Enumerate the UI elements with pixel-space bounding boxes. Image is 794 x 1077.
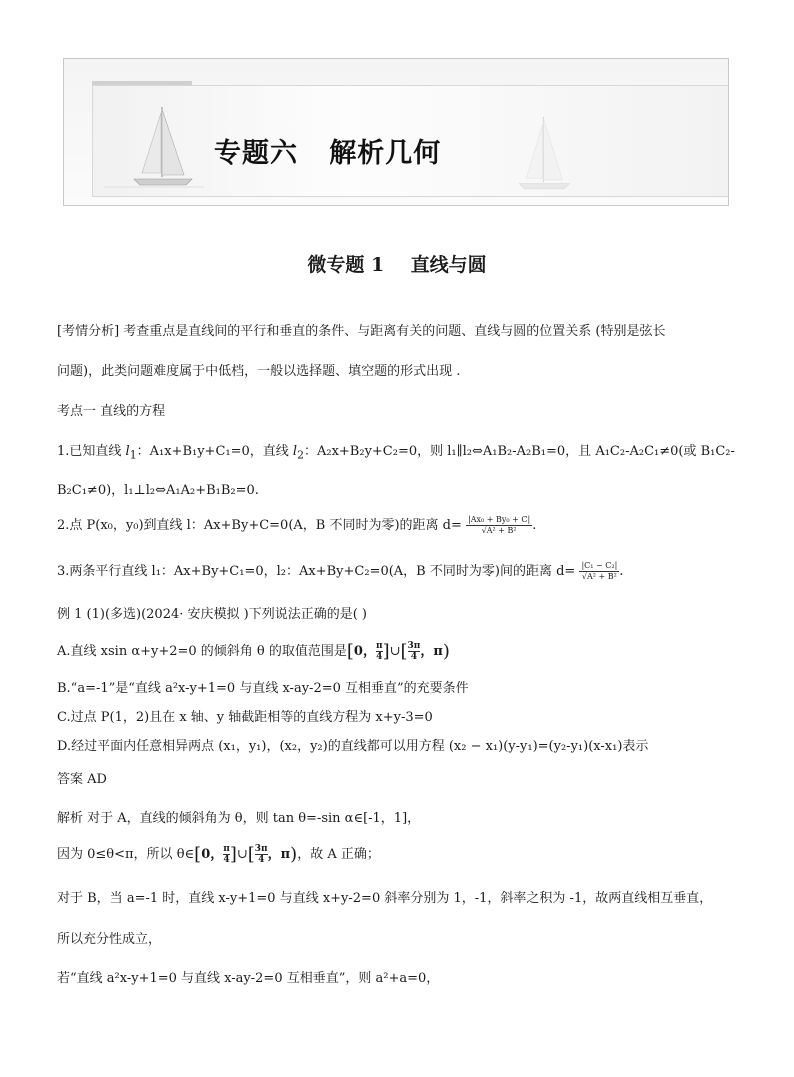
sailboat-image — [104, 99, 204, 199]
point-2-line: 2.点 P(x₀，y₀)到直线 l：Ax+By+C=0(A，B 不同时为零)的距离 d= $\frac{\text{|Ax₀ + By₀ + C|}}{\text{√A² + B²}}$ . — [57, 515, 537, 535]
chapter-title: 专题六 解析几何 — [214, 138, 442, 169]
option-d: D.经过平面内任意相异两点 (x₁，y₁)，(x₂，y₂)的直线都可以用方程 (x₂ − x₁)(y-y₁)=(y₂-y₁)(x-x₁)表示 — [57, 739, 649, 754]
analysis-line-2: 问题)，此类问题难度属于中低档，一般以选择题、填空题的形式出现 . — [57, 364, 461, 379]
solution-line-1: 解析 对于 A，直线的倾斜角为 θ，则 tan θ=-sin α∈[-1，1]， — [57, 811, 421, 826]
point-1-line-2: B₂C₁≠0)，l₁⊥l₂⇔A₁A₂+B₁B₂=0. — [57, 483, 259, 498]
option-b: B.“a=-1”是“直线 a²x-y+1=0 与直线 x-ay-2=0 互相垂直”的充要条件 — [57, 681, 469, 696]
point-1-line-1: 1.已知直线 $l_1$：A₁x+B₁y+C₁=0，直线 $l_2$：A₂x+B₂y+C₂=0，则 l₁∥l₂⇔A₁B₂-A₂B₁=0，且 A₁C₂-A₂C₁≠0(或 B₁C₂- — [57, 444, 735, 462]
section-title: 微专题 1 直线与圆 — [307, 254, 487, 276]
option-a: A.直线 xsin α+y+2=0 的倾斜角 θ 的取值范围是[0， $\frac{\pi}{4}]\cup$[ $\frac{3\pi}{4}$，π) — [57, 641, 450, 662]
answer-line: 答案 AD — [57, 772, 107, 787]
distance-formula-fraction: $\frac{\text{|Ax₀ + By₀ + C|}}{\text{√A² + B²}}$ — [468, 515, 531, 535]
solution-line-2: 因为 0≤θ<π，所以 θ∈[0， $\frac{\pi}{4}]\cup$[ $\frac{3\pi}{4}$，π)，故 A 正确； — [57, 844, 380, 865]
point-3-line: 3.两条平行直线 l₁：Ax+By+C₁=0，l₂：Ax+By+C₂=0(A，B 不同时为零)间的距离 d= $\frac{\text{|C₁ − C₂|}}{\text{√A² + B²}}$ . — [57, 561, 624, 581]
analysis-line-1: [考情分析] 考查重点是直线间的平行和垂直的条件、与距离有关的问题、直线与圆的位置关系 (特别是弦长 — [57, 324, 666, 339]
sailboat-image — [494, 109, 584, 204]
solution-line-4: 所以充分性成立， — [57, 932, 162, 947]
parallel-distance-fraction: $\frac{\text{|C₁ − C₂|}}{\text{√A² + B²}}$ — [581, 561, 618, 581]
option-c: C.过点 P(1，2)且在 x 轴、y 轴截距相等的直线方程为 x+y-3=0 — [57, 710, 433, 725]
chapter-banner — [63, 58, 729, 206]
solution-line-3: 对于 B，当 a=-1 时，直线 x-y+1=0 与直线 x+y-2=0 斜率分别为 1，-1，斜率之积为 -1，故两直线相互垂直， — [57, 891, 713, 906]
solution-line-5: 若“直线 a²x-y+1=0 与直线 x-ay-2=0 互相垂直”，则 a²+a=0， — [57, 971, 440, 986]
kaodian-heading: 考点一 直线的方程 — [57, 404, 166, 419]
example-1-heading: 例 1 (1)(多选)(2024· 安庆模拟 )下列说法正确的是( ) — [57, 607, 367, 622]
